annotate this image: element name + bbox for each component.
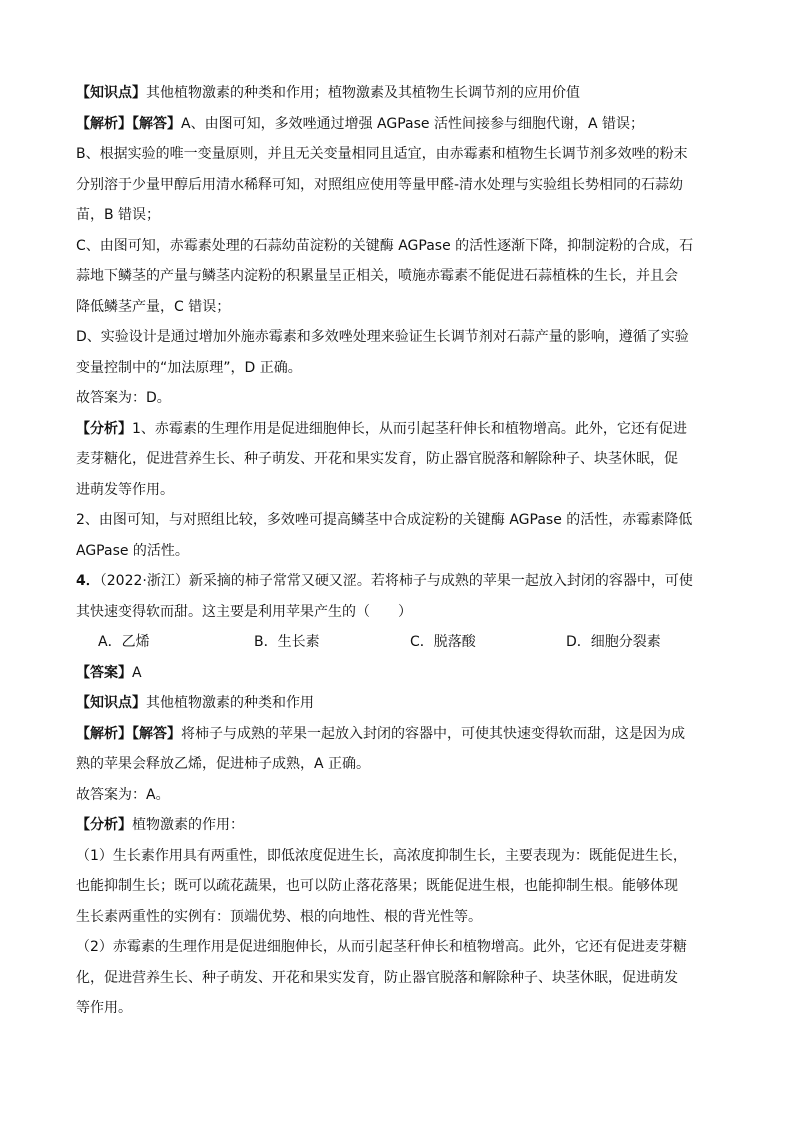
q4-stem-line: 其快速变得软而甜。这主要是利用苹果产生的（ ）: [76, 603, 412, 620]
q4-fenxi-line: 化，促进营养生长、种子萌发、开花和果实发育，防止器官脱落和解除种子、块茎休眠，促进萌发: [76, 969, 678, 986]
option-d: D．细胞分裂素: [566, 634, 661, 650]
fenxi-tag: 【分析】: [76, 817, 132, 833]
analysis-tag: 【解析】【解答】: [76, 115, 181, 132]
q3-fenxi-line: 2、由图可知，与对照组比较，多效唑可提高鳞茎中合成淀粉的关键酶 AGPase 的活性，赤霉素降低: [76, 512, 693, 528]
question-number: 4．: [76, 573, 100, 589]
analysis-text: A、由图可知，多效唑通过增强 AGPase 活性间接参与细胞代谢，A 错误；: [181, 115, 644, 132]
q4-fenxi-line: （2）赤霉素的生理作用是促进细胞伸长，从而引起茎秆伸长和植物增高。此外，它还有促进麦芽糖: [76, 939, 687, 955]
analysis-text: 将柿子与成熟的苹果一起放入封闭的容器中，可使其快速变得软而甜，这是因为成: [181, 725, 685, 742]
option-a: A．乙烯: [98, 634, 150, 650]
answer-tag: 【答案】: [76, 664, 132, 681]
q3-fenxi-line: 麦芽糖化，促进营养生长、种子萌发、开花和果实发育，防止器官脱落和解除种子、块茎休眠，促: [76, 451, 678, 467]
knowledge-tag: 【知识点】: [76, 695, 146, 711]
q3-line: D、实验设计是通过增加外施赤霉素和多效唑处理来验证生长调节剂对石蒜产量的影响，遵循了实验: [76, 329, 689, 345]
q4-answer: [76, 658, 726, 689]
q3-conclusion: 故答案为：D。: [76, 390, 171, 406]
fenxi-text: 植物激素的作用：: [132, 817, 244, 833]
q3-line: 变量控制中的“加法原理”，D 正确。: [76, 359, 302, 376]
q4-fenxi-line: [76, 810, 726, 841]
question-stem: 新采摘的柿子常常又硬又涩。若将柿子与成熟的苹果一起放入封闭的容器中，可使: [188, 573, 693, 589]
q3-line: 蒜地下鳞茎的产量与鳞茎内淀粉的积累量呈正相关，喷施赤霉素不能促进石蒜植株的生长，并且会: [76, 268, 678, 284]
question-source: （2022·浙江）: [99, 573, 189, 589]
q3-line: C、由图可知，赤霉素处理的石蒜幼苗淀粉的关键酶 AGPase 的活性逐渐下降，抑制淀粉的合成，石: [76, 237, 694, 254]
knowledge-tag: 【知识点】: [76, 85, 146, 101]
q3-fenxi-line: [76, 414, 726, 445]
q4-fenxi-line: （1）生长素作用具有两重性，即低浓度促进生长，高浓度抑制生长，主要表现为：既能促进生长，: [76, 847, 687, 864]
fenxi-tag: 【分析】: [76, 420, 132, 437]
q4-fenxi-line: 生长素两重性的实例有：顶端优势、根的向地性、根的背光性等。: [76, 908, 482, 925]
answer-value: A: [132, 664, 142, 681]
q4-fenxi-line: 也能抑制生长；既可以疏花蔬果，也可以防止落花落果；既能促进生根，也能抑制生根。能够体现: [76, 878, 678, 894]
q3-line: 降低鳞茎产量，C 错误；: [76, 298, 231, 315]
q4-analysis-line: 熟的苹果会释放乙烯，促进柿子成熟，A 正确。: [76, 756, 371, 772]
q4-conclusion: 故答案为：A。: [76, 786, 170, 803]
option-b: B．生长素: [254, 634, 320, 650]
q3-knowledge-point: [76, 78, 726, 109]
knowledge-text: 其他植物激素的种类和作用；植物激素及其植物生长调节剂的应用价值: [146, 85, 580, 101]
q4-fenxi-line: 等作用。: [76, 1000, 132, 1016]
q3-line: B、根据实验的唯一变量原则，并且无关变量相同且适宜，由赤霉素和植物生长调节剂多效唑的粉末: [76, 146, 688, 162]
q4-knowledge-point: [76, 688, 726, 719]
q3-analysis-line: [76, 109, 726, 140]
analysis-tag: 【解析】【解答】: [76, 725, 181, 742]
option-c: C．脱落酸: [410, 634, 476, 650]
q3-fenxi-line: 进萌发等作用。: [76, 481, 174, 498]
q3-line: 苗，B 错误；: [76, 207, 161, 223]
q3-line: 分别溶于少量甲醇后用清水稀释可知，对照组应使用等量甲醛-清水处理与实验组长势相同的石蒜幼: [76, 176, 684, 193]
fenxi-text: 1、赤霉素的生理作用是促进细胞伸长，从而引起茎秆伸长和植物增高。此外，它还有促进: [132, 420, 687, 437]
q4-options: [76, 627, 726, 658]
q3-fenxi-line: AGPase 的活性。: [76, 542, 189, 559]
document-page: [76, 78, 726, 1024]
knowledge-text: 其他植物激素的种类和作用: [146, 695, 314, 711]
q4-stem: [76, 566, 726, 597]
q4-analysis-line: [76, 719, 726, 750]
